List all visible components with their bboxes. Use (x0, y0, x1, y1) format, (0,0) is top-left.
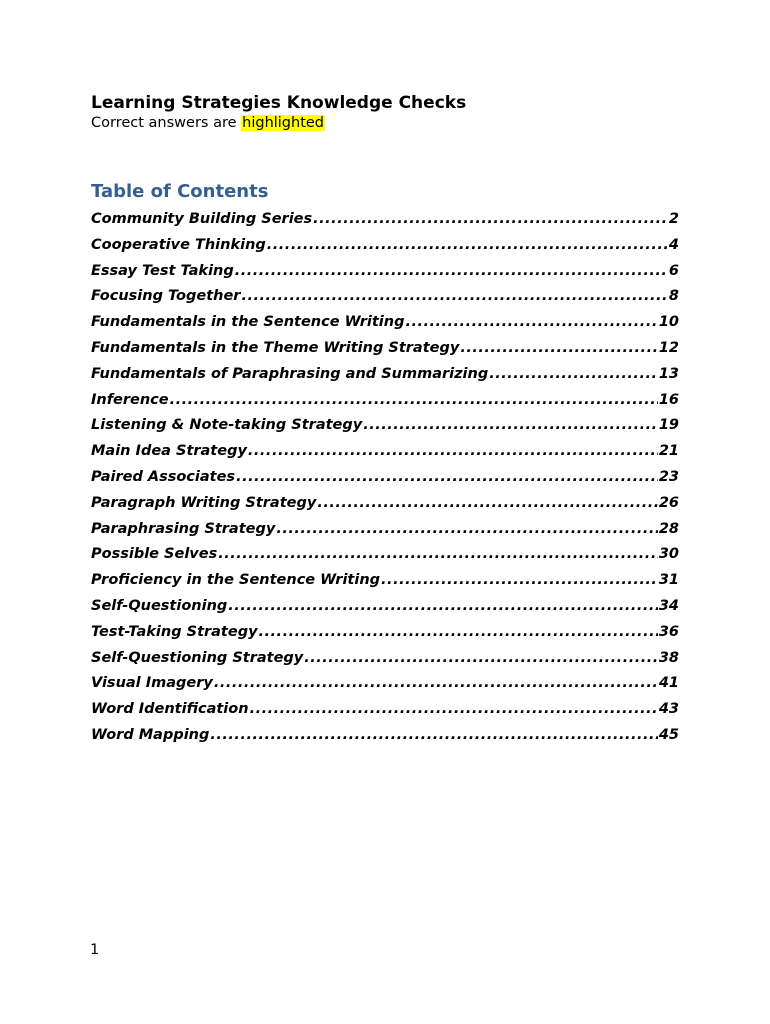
toc-dot-leader (236, 469, 658, 485)
toc-entry[interactable] (91, 340, 679, 366)
toc-entry-page: 41 (658, 675, 679, 692)
toc-dot-leader (259, 624, 658, 640)
toc-entry-title: Word Mapping (91, 726, 210, 743)
page-number: 1 (90, 942, 100, 958)
toc-entry-title: Paraphrasing Strategy (91, 520, 276, 537)
toc-entry[interactable] (91, 546, 679, 572)
toc-entry[interactable] (91, 443, 679, 469)
toc-dot-leader (317, 495, 658, 511)
toc-entry-title: Listening & Note-taking Strategy (91, 417, 363, 434)
toc-entry-page: 23 (658, 468, 679, 485)
toc-entry-title: Essay Test Taking (91, 262, 234, 279)
toc-entry-page: 10 (658, 314, 679, 331)
toc-entry-title: Community Building Series (91, 211, 313, 227)
toc-entry[interactable] (91, 598, 679, 624)
toc-entry[interactable] (91, 288, 679, 314)
toc-dot-leader (218, 546, 658, 562)
toc-entry-page: 8 (668, 288, 679, 305)
toc-heading: Table of Contents (91, 181, 269, 202)
toc-entry-title: Paragraph Writing Strategy (91, 494, 317, 511)
toc-dot-leader (170, 392, 658, 408)
toc-dot-leader (363, 417, 658, 433)
toc-entry-page: 19 (658, 417, 679, 434)
toc-entry[interactable] (91, 211, 679, 237)
toc-entry-title: Paired Associates (91, 468, 236, 485)
toc-entry[interactable] (91, 572, 679, 598)
toc-entry-title: Possible Selves (91, 546, 218, 563)
toc-dot-leader (241, 288, 667, 304)
toc-dot-leader (250, 701, 658, 717)
toc-entry-page: 2 (668, 211, 679, 227)
toc-entry-title: Cooperative Thinking (91, 236, 266, 253)
toc-entry[interactable] (91, 417, 679, 443)
toc-entry[interactable] (91, 650, 679, 676)
toc-entry-title: Focusing Together (91, 288, 241, 305)
toc-entry[interactable] (91, 392, 679, 418)
toc-dot-leader (405, 314, 657, 330)
toc-entry[interactable] (91, 701, 679, 727)
toc-dot-leader (304, 650, 658, 666)
toc-entry-title: Fundamentals in the Sentence Writing (91, 314, 405, 331)
toc-entry[interactable] (91, 675, 679, 701)
toc-entry[interactable] (91, 495, 679, 521)
toc-entry-page: 43 (658, 701, 679, 718)
toc-entry-page: 38 (658, 649, 679, 666)
toc-entry-page: 36 (658, 623, 679, 640)
toc-dot-leader (276, 521, 657, 537)
toc-entry-page: 28 (658, 520, 679, 537)
table-of-contents (91, 211, 679, 753)
toc-dot-leader (214, 675, 658, 691)
toc-entry[interactable] (91, 521, 679, 547)
document-subtitle (91, 114, 325, 133)
toc-entry-page: 31 (658, 572, 679, 589)
toc-entry-title: Word Identification (91, 701, 249, 718)
toc-entry-title: Fundamentals of Paraphrasing and Summarizing (91, 365, 489, 382)
toc-dot-leader (381, 572, 658, 588)
toc-dot-leader (210, 727, 657, 743)
toc-entry[interactable] (91, 624, 679, 650)
toc-entry-title: Self-Questioning Strategy (91, 649, 304, 666)
toc-entry-page: 4 (668, 236, 679, 253)
highlighted-word: highlighted (242, 115, 325, 131)
toc-entry-page: 30 (658, 546, 679, 563)
toc-entry-title: Self-Questioning (91, 597, 228, 614)
toc-entry-page: 13 (658, 365, 679, 382)
toc-entry-page: 45 (658, 726, 679, 743)
toc-entry-page: 16 (658, 391, 679, 408)
toc-entry-page: 6 (668, 262, 679, 279)
subtitle-text: Correct answers are (91, 115, 242, 131)
toc-dot-leader (228, 598, 658, 614)
toc-entry-page: 21 (658, 443, 679, 460)
toc-entry-title: Visual Imagery (91, 675, 213, 692)
toc-entry-page: 12 (658, 339, 679, 356)
toc-dot-leader (267, 237, 668, 253)
toc-entry[interactable] (91, 469, 679, 495)
toc-entry-title: Fundamentals in the Theme Writing Strategy (91, 339, 460, 356)
toc-dot-leader (248, 443, 658, 459)
toc-entry[interactable] (91, 727, 679, 753)
toc-entry[interactable] (91, 314, 679, 340)
toc-dot-leader (313, 211, 668, 227)
toc-entry[interactable] (91, 263, 679, 289)
toc-entry-page: 26 (658, 494, 679, 511)
toc-entry[interactable] (91, 366, 679, 392)
toc-entry-title: Proficiency in the Sentence Writing (91, 572, 381, 589)
toc-dot-leader (235, 263, 668, 279)
toc-entry[interactable] (91, 237, 679, 263)
document-title: Learning Strategies Knowledge Checks (91, 93, 467, 113)
toc-dot-leader (489, 366, 658, 382)
toc-dot-leader (460, 340, 658, 356)
toc-entry-title: Test-Taking Strategy (91, 623, 258, 640)
toc-entry-title: Inference (91, 391, 169, 408)
toc-entry-page: 34 (658, 597, 679, 614)
toc-entry-title: Main Idea Strategy (91, 443, 247, 460)
